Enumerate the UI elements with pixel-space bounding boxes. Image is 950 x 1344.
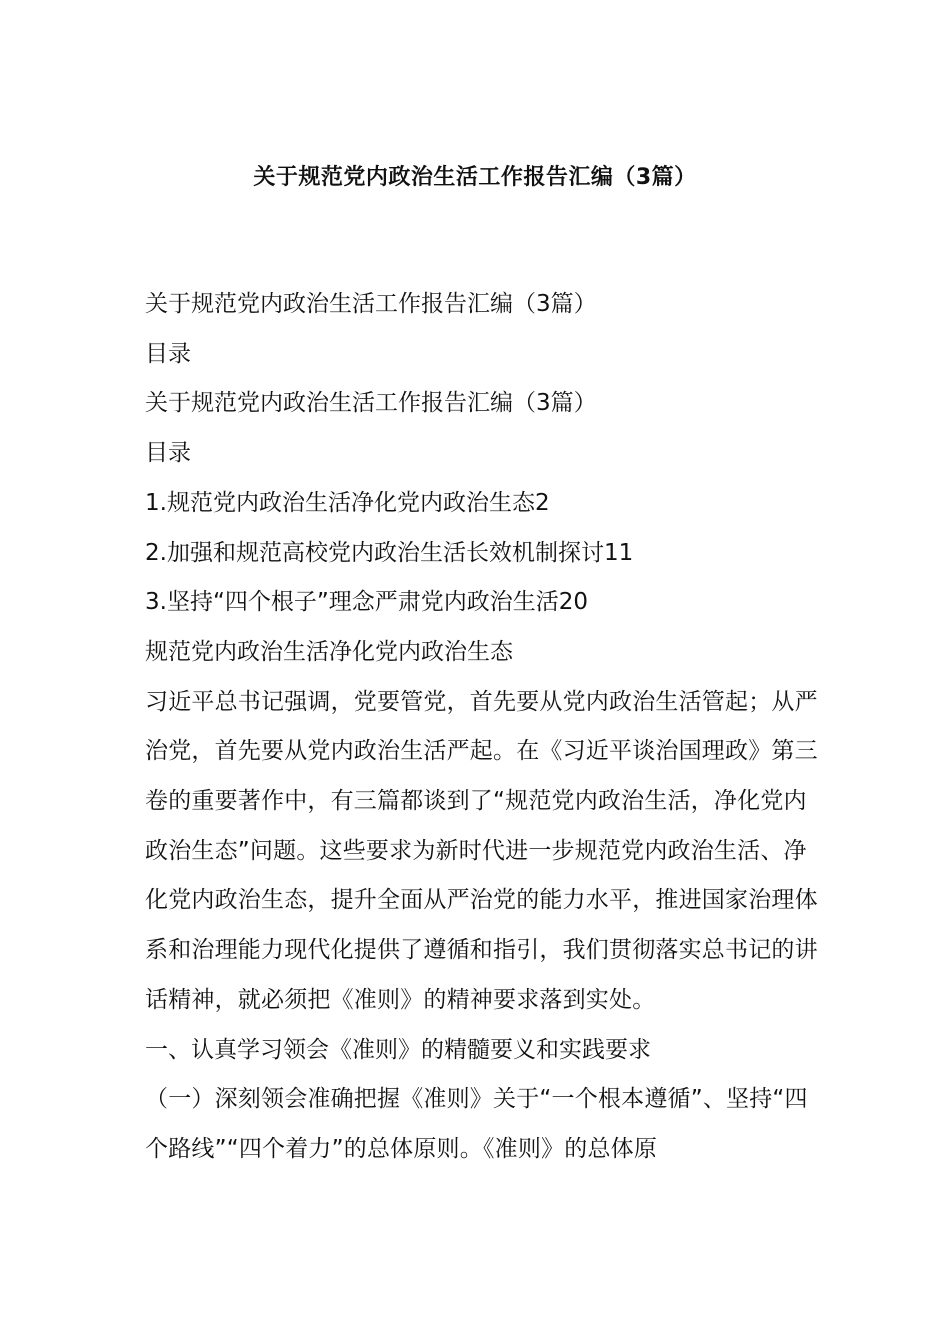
text-line-toc-heading-repeat: 目录 [145, 440, 191, 467]
text-line-subtitle: 关于规范党内政治生活工作报告汇编（3篇） [145, 291, 597, 317]
toc-item-2: 2.加强和规范高校党内政治生活长效机制探讨11 [145, 539, 634, 566]
toc-item-3: 3.坚持“四个根子”理念严肃党内政治生活20 [145, 589, 589, 616]
paragraph-intro: 习近平总书记强调，党要管党，首先要从党内政治生活管起；从严治党，首先要从党内政治生活严起。在《习近平谈治国理政》第三卷的重要著作中，有三篇都谈到了“规范党内政治生活，净化党内政治生态”问题。这些要求为新时代进一步规范党内政治生活、净化党内政治生态，提升全面从严治党的能力水平，推进国家治理体系和治理能力现代化提供了遵循和指引，我们贯彻落实总书记的讲话精神，就必须把《准则》的精神要求落到实处。 [145, 688, 818, 1013]
toc-item-1: 1.规范党内政治生活净化党内政治生态2 [145, 489, 550, 516]
paragraph-section-1: （一）深刻领会准确把握《准则》关于“一个根本遵循”、坚持“四个路线”“四个着力”的总体原则。《准则》的总体原 [145, 1086, 808, 1162]
article-heading: 规范党内政治生活净化党内政治生态 [145, 638, 513, 665]
text-line-toc-heading: 目录 [145, 340, 191, 367]
text-line-subtitle-repeat: 关于规范党内政治生活工作报告汇编（3篇） [145, 390, 597, 417]
document-title: 关于规范党内政治生活工作报告汇编（3篇） [253, 165, 697, 190]
section-heading: 一、认真学习领会《准则》的精髓要义和实践要求 [145, 1036, 651, 1063]
document-body [145, 280, 825, 1175]
